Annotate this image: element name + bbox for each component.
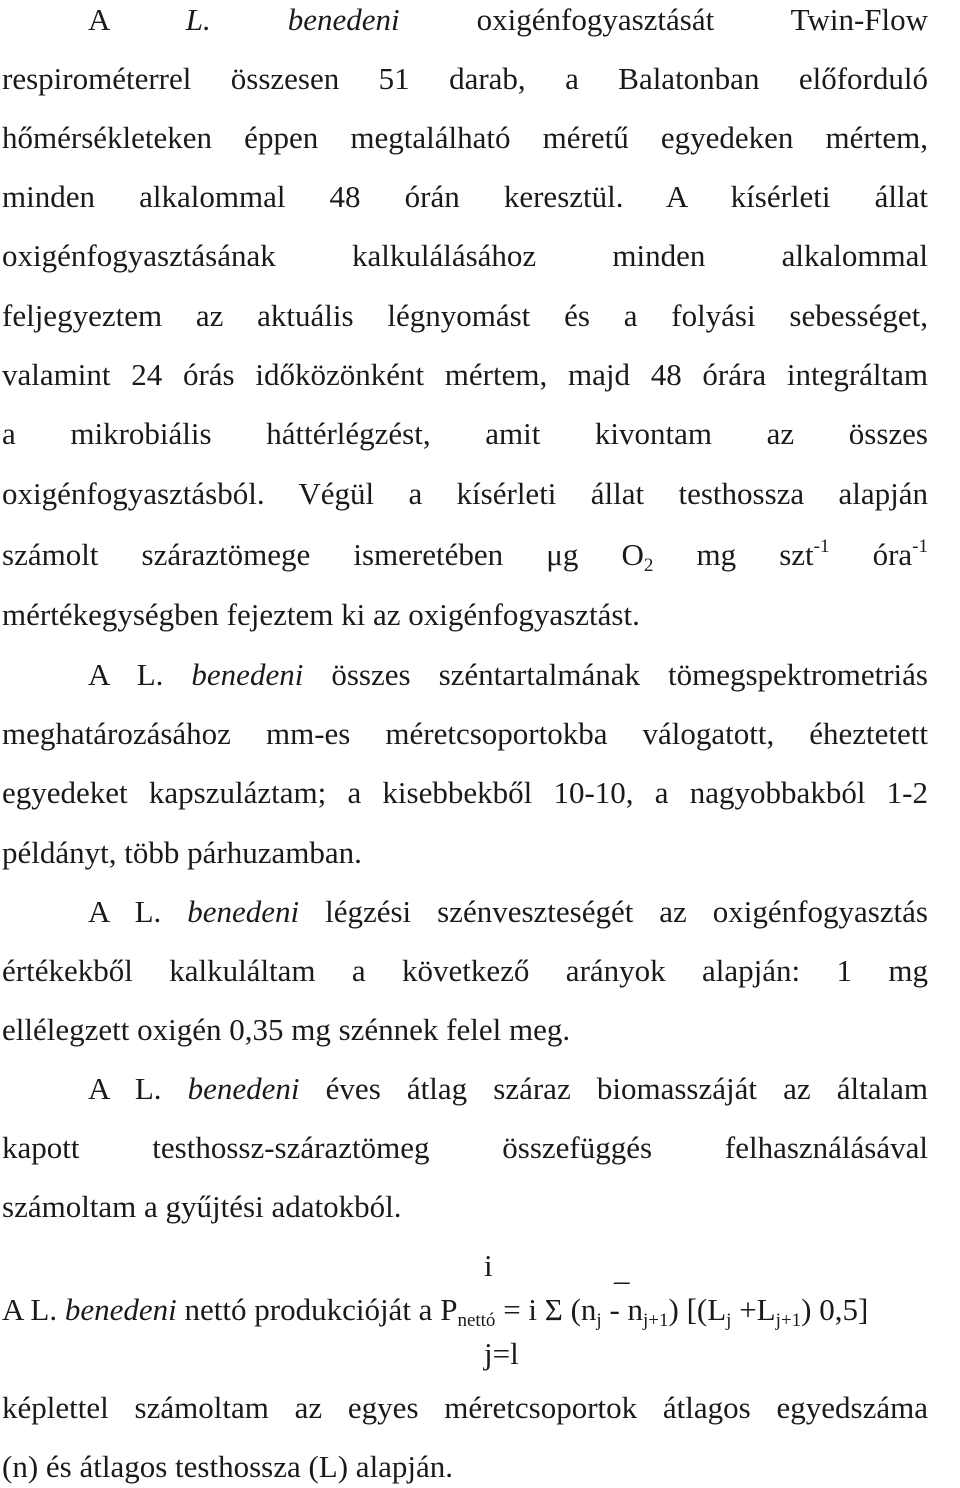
- p2-line-3: egyedeket kapszuláztam; a kisebbekből 10-10, a nagyobbakból 1-2: [2, 775, 928, 810]
- p2-line-2: meghatározásához mm-es méretcsoportokba válogatott, éheztetett: [2, 716, 928, 751]
- p1-line-10: számolt száraztömege ismeretében μg $O_2$ mg szt$^{-1}$ óra$^{-1}$: [2, 536, 928, 576]
- p1-line-9: oxigénfogyasztásból. Végül a kísérleti állat testhossza alapján: [2, 476, 928, 511]
- p5-line-1: képlettel számoltam az egyes méretcsoportok átlagos egyedszáma: [2, 1390, 928, 1425]
- p3-line-2: értékekből kalkuláltam a következő arányok alapján: 1 mg: [2, 953, 928, 988]
- formula-lower-index: j=l: [484, 1336, 519, 1371]
- p1-line-3: hőmérsékleteken éppen megtalálható méretű egyedeken mértem,: [2, 120, 928, 155]
- p1-line-7: valamint 24 órás időközönként mértem, majd 48 órára integráltam: [2, 357, 928, 392]
- p1-line-5: oxigénfogyasztásának kalkulálásához minden alkalommal: [2, 238, 928, 273]
- p1-line-6: feljegyeztem az aktuális légnyomást és a folyási sebességet,: [2, 298, 928, 333]
- formula-bar: _: [614, 1252, 630, 1287]
- p1-line-8: a mikrobiális háttérlégzést, amit kivontam az összes: [2, 416, 928, 451]
- p3-line-1: A L. benedeni légzési szénveszteségét az oxigénfogyasztás: [88, 894, 928, 929]
- p4-line-3: számoltam a gyűjtési adatokból.: [2, 1189, 402, 1224]
- p1-line-11: mértékegységben fejeztem ki az oxigénfogyasztást.: [2, 597, 640, 632]
- p1-line-4: minden alkalommal 48 órán keresztül. A kísérleti állat: [2, 179, 928, 214]
- p1-line-1: A L. benedeni oxigénfogyasztását Twin-Flow: [88, 2, 929, 37]
- p2-line-1: A L. benedeni összes széntartalmának tömegspektrometriás: [88, 657, 928, 692]
- formula-upper-index: i: [484, 1248, 493, 1283]
- p1-line-2: respirométerrel összesen 51 darab, a Balatonban előforduló: [2, 61, 928, 96]
- formula-line: A L. benedeni nettó produkcióját a $P_{nettó} = i$ Σ $(n_j - n_{j+1})$ [$(L_j +L_{j+1})$ 0,5]: [2, 1292, 869, 1331]
- p4-line-1: A L. benedeni éves átlag száraz biomasszáját az általam: [88, 1071, 928, 1106]
- p5-line-2: (n) és átlagos testhossza (L) alapján.: [2, 1449, 454, 1484]
- p3-line-3: ellélegzett oxigén 0,35 mg szénnek felel meg.: [2, 1012, 571, 1047]
- p4-line-2: kapott testhossz-száraztömeg összefüggés felhasználásával: [2, 1130, 928, 1165]
- p2-line-4: példányt, több párhuzamban.: [2, 835, 362, 870]
